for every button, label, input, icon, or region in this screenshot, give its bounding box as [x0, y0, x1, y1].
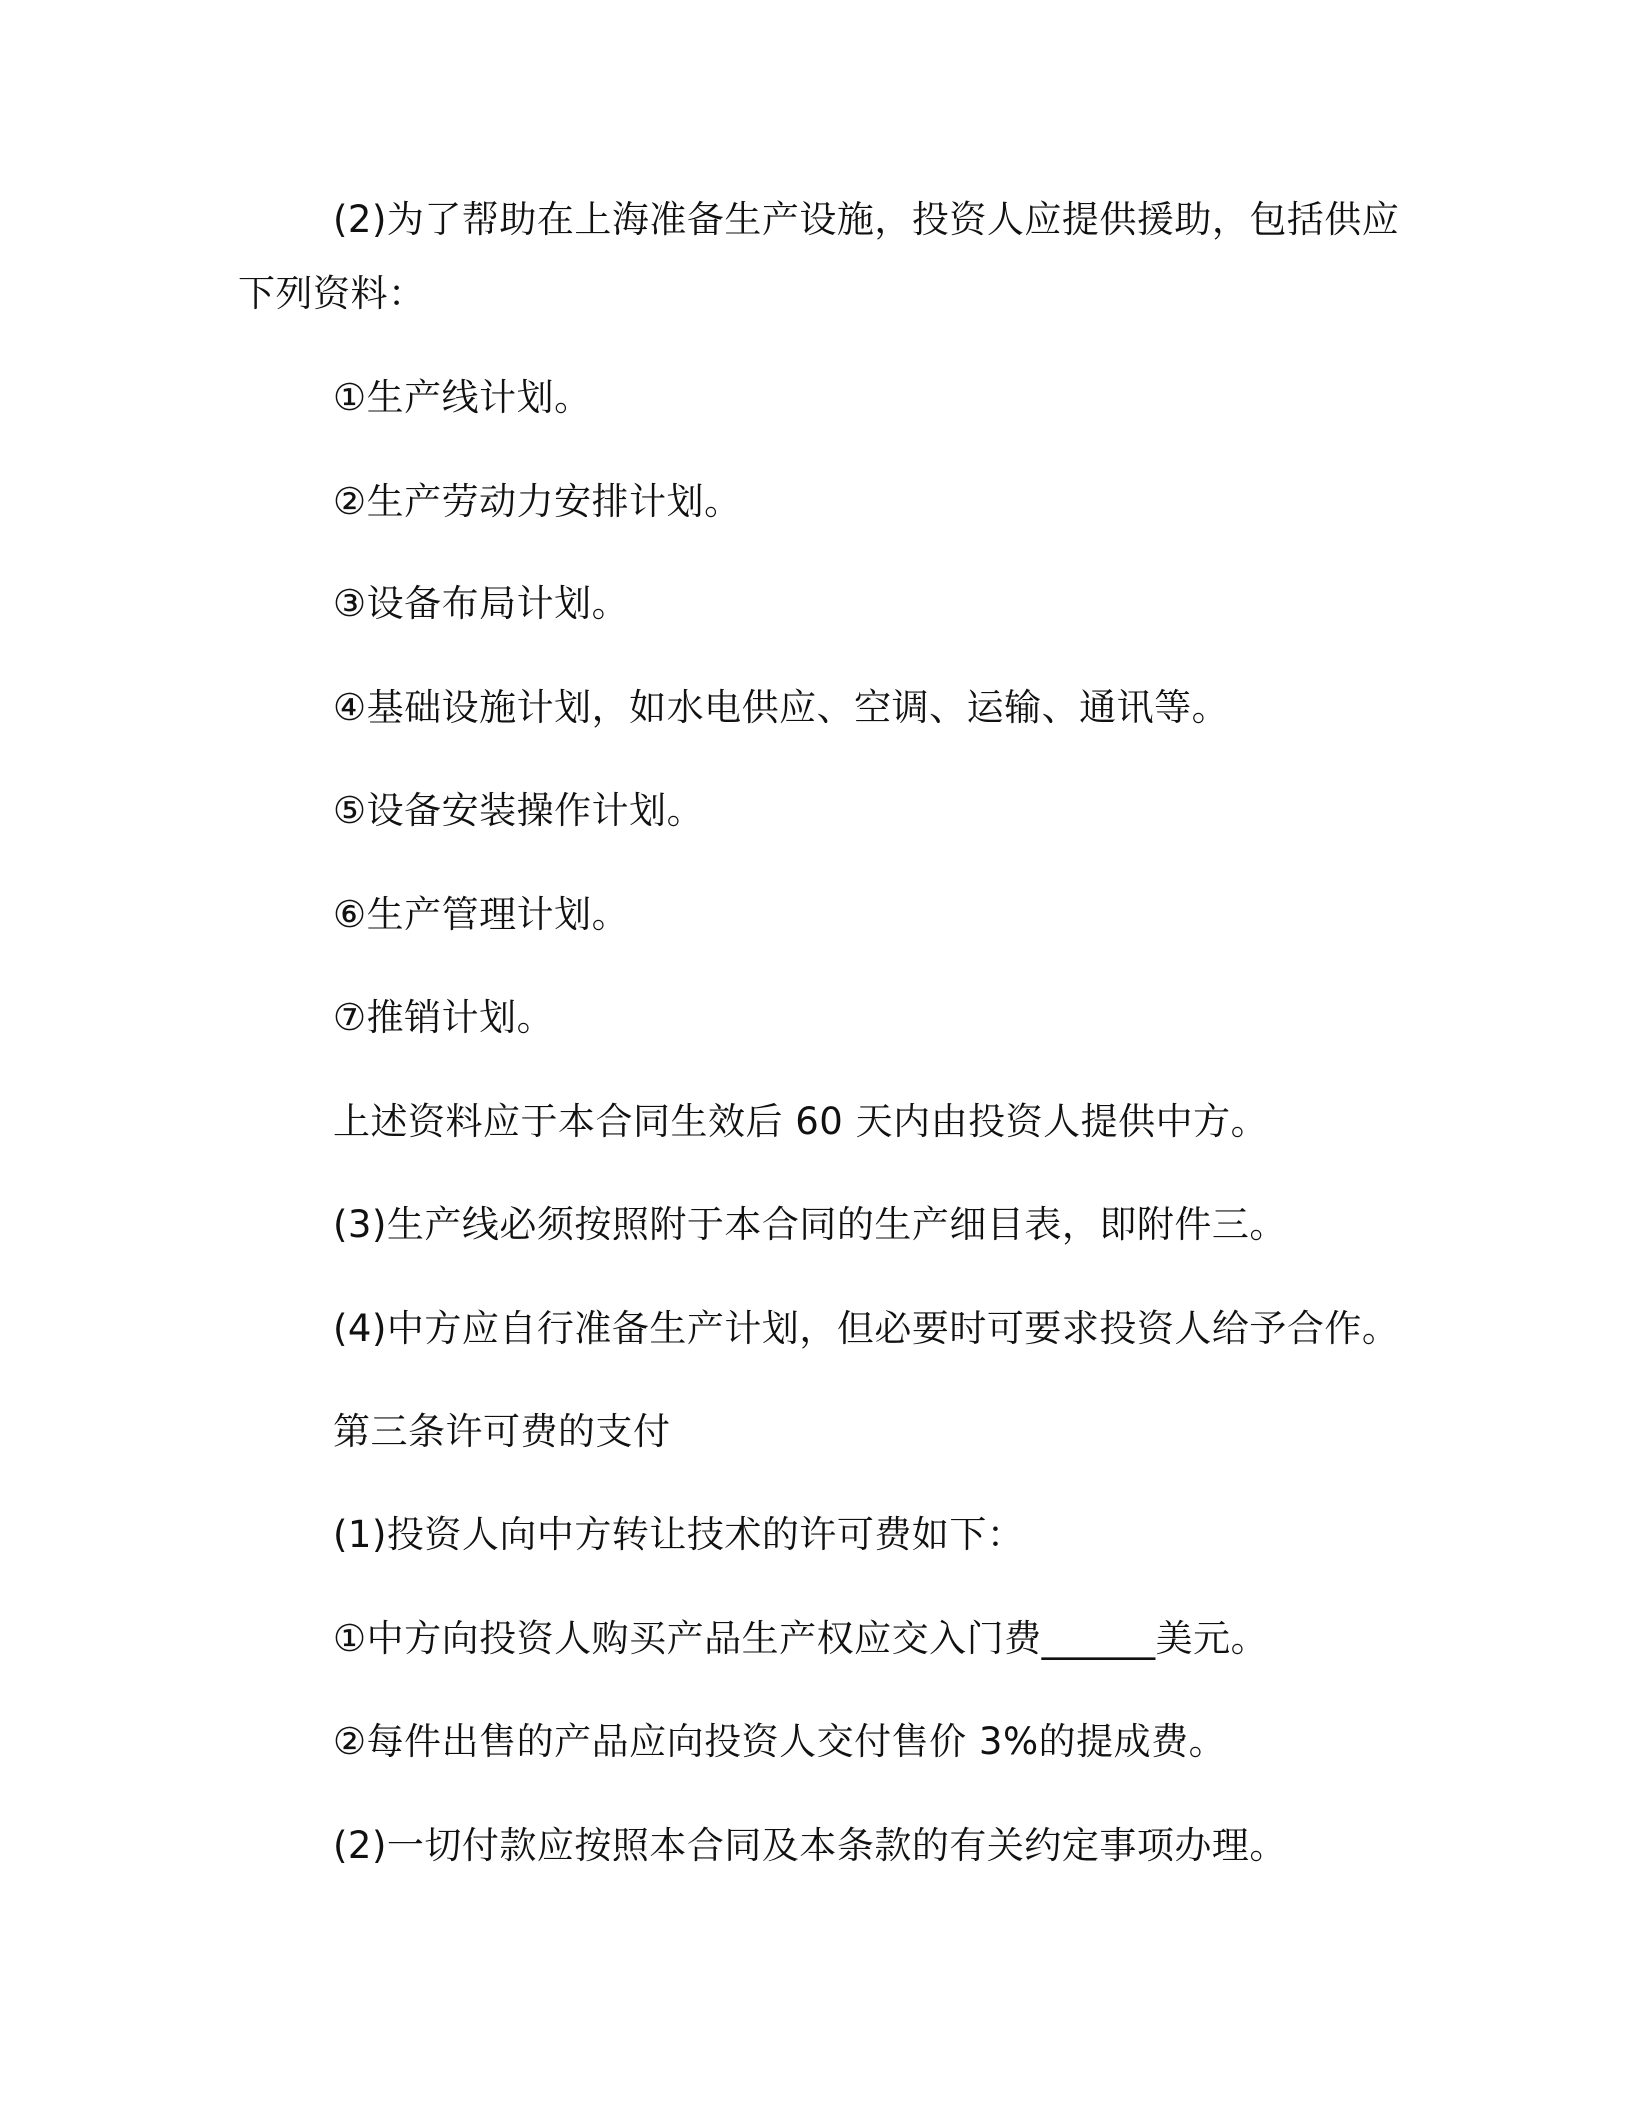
paragraph-line: (2)为了帮助在上海准备生产设施，投资人应提供援助，包括供应 [333, 198, 1400, 241]
list-item: ②每件出售的产品应向投资人交付售价 3%的提成费。 [333, 1720, 1227, 1763]
list-item: ⑤设备安装操作计划。 [333, 789, 705, 832]
list-item: ⑦推销计划。 [333, 996, 555, 1039]
paragraph-line: (2)一切付款应按照本合同及本条款的有关约定事项办理。 [333, 1824, 1287, 1867]
paragraph-line: (4)中方应自行准备生产计划，但必要时可要求投资人给予合作。 [333, 1307, 1400, 1350]
paragraph-line: 上述资料应于本合同生效后 60 天内由投资人提供中方。 [333, 1100, 1269, 1143]
list-item: ②生产劳动力安排计划。 [333, 480, 742, 523]
list-item: ⑥生产管理计划。 [333, 893, 630, 936]
paragraph-line: (3)生产线必须按照附于本合同的生产细目表，即附件三。 [333, 1203, 1287, 1246]
list-item: ①生产线计划。 [333, 376, 592, 419]
list-item: ④基础设施计划，如水电供应、空调、运输、通讯等。 [333, 686, 1230, 729]
paragraph-line: 下列资料： [238, 272, 426, 315]
paragraph-line: (1)投资人向中方转让技术的许可费如下： [333, 1513, 1025, 1556]
section-heading: 第三条许可费的支付 [333, 1410, 671, 1453]
list-item: ①中方向投资人购买产品生产权应交入门费______美元。 [333, 1617, 1269, 1660]
list-item: ③设备布局计划。 [333, 582, 630, 625]
